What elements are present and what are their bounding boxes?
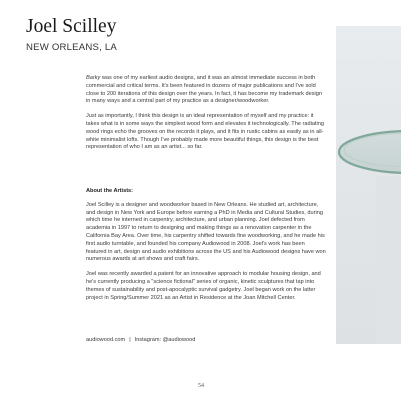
glass-turntable-illustration <box>336 26 401 344</box>
page-header <box>26 16 316 53</box>
intro-paragraph-1 <box>86 75 326 106</box>
about-heading: About the Artists: <box>86 188 134 194</box>
link-separator: | <box>129 337 131 343</box>
artist-location: NEW ORLEANS, LA <box>26 42 117 53</box>
page-number: 54 <box>198 383 204 389</box>
design-title: Barky <box>86 75 101 81</box>
about-paragraph-2: Joel was recently awarded a patent for an innovative approach to modular housing design, and he's currently producing a "science fictional" series of organic, kinetic sculptures that tap into themes of sustainability and post-apocalyptic survival gadgetry. Joel began work on the latter project in Spring/Summer 2021 as an Artist in Residence at the Joan Mitchell Center. <box>86 271 321 301</box>
artwork-photo <box>336 26 401 344</box>
intro-paragraph-2: Just as importantly, I think this design is an ideal representation of myself and my practice: it takes what is in some ways the simplest wood form and elevates it technologically. The radiating wood rings echo the grooves on the records it plays, and it fits in rustic cabins as easily as in all-white minimalist lofts. Though I've probably made more beautiful things, this design is the best representation of who I am as an artist... so far. <box>86 113 324 151</box>
about-paragraph-1: Joel Scilley is a designer and woodworker based in New Orleans. He studied art, architecture, and design in New York and Europe before earning a PhD in Media and Cultural Studies, during which time he interned in carpentry, architecture, and urban planning. Joel defected from academia in 1997 to return to designing and making things as a renovation carpenter in the California Bay Area. Over time, his carpentry shifted towards fine woodworking, and he made his first audio turntable, and founded his company Audiowood in 2008. Joel's work has been featured in art, design and audio exhibitions across the US and his Audiowood designs have won numerous awards at art shows and craft fairs. <box>86 201 326 263</box>
artist-links <box>86 337 195 343</box>
intro-paragraph-1-body: was one of my earliest audio designs, and it was an almost immediate success in both commercial and critical terms. It's been featured in dozens of major publications and I've sold close to 200 iterations of this design over the years. In fact, it has become my trademark design in many ways and a central part of my practice as a designer/woodworker. <box>86 75 322 105</box>
artist-name: Joel Scilley <box>26 16 117 37</box>
support-shadow <box>376 176 401 344</box>
website-link[interactable]: audiowood.com <box>86 337 126 343</box>
about-artist-section <box>86 188 326 309</box>
instagram-link[interactable]: Instagram: @audiowood <box>134 337 196 343</box>
intro-text <box>86 75 326 159</box>
